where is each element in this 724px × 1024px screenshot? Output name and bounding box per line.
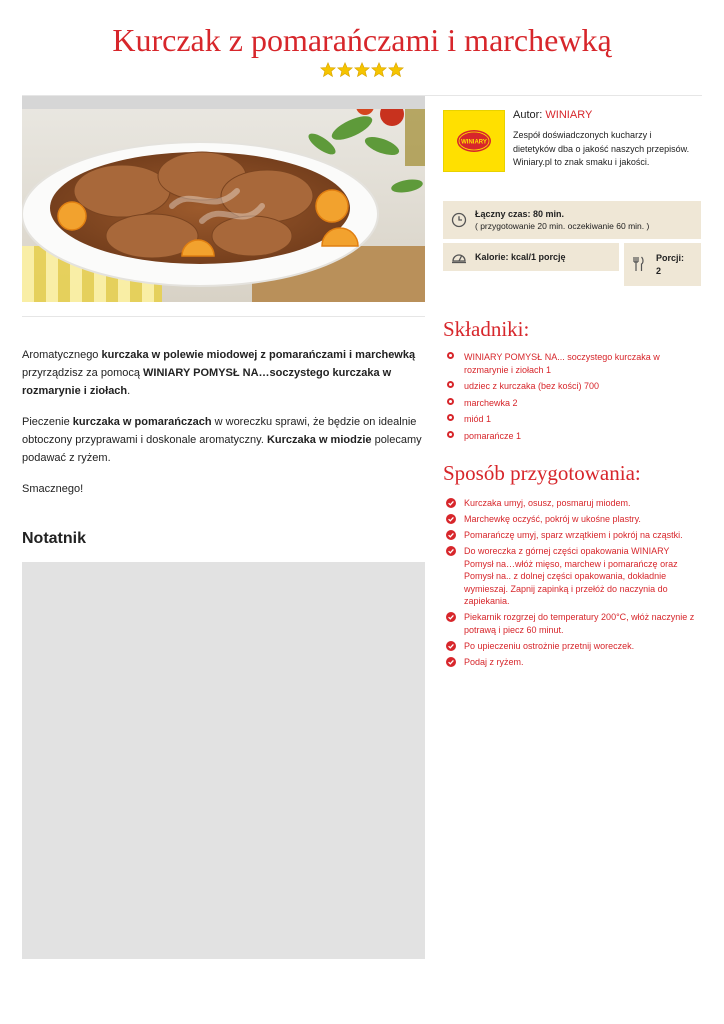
star-icon xyxy=(320,62,336,78)
portions-box xyxy=(624,243,701,286)
ingredient-item: WINIARY POMYSŁ NA... soczystego kurczaka w rozmarynie i ziołach 1 xyxy=(446,351,701,376)
ingredients-title: Składniki: xyxy=(443,317,530,341)
bullet-circle-icon xyxy=(447,352,454,359)
bullet-circle-icon xyxy=(447,414,454,421)
cutlery-icon xyxy=(632,256,644,272)
dish-illustration xyxy=(22,96,425,302)
calories-label: Kalorie: kcal/1 porcję xyxy=(475,252,566,262)
recipe-title: Kurczak z pomarańczami i marchewką xyxy=(112,22,612,58)
preparation-steps xyxy=(446,497,701,672)
check-circle-icon xyxy=(446,546,456,556)
rating-stars xyxy=(0,62,724,78)
star-icon xyxy=(388,62,404,78)
description-paragraph: Pieczenie kurczaka w pomarańczach w woreczku sprawi, że będzie on idealnie obtoczony przyprawami i doskonale aromatyczny. Kurczaka w miodzie polecamy podawać z ryżem. xyxy=(22,416,422,464)
notes-title: Notatnik xyxy=(22,530,86,547)
author-logo[interactable] xyxy=(443,110,505,172)
preparation-step: Marchewkę oczyść, pokrój w ukośne plastry. xyxy=(446,513,701,526)
total-time-box xyxy=(443,201,701,239)
recipe-description xyxy=(22,346,425,511)
winiary-logo-icon xyxy=(444,111,504,171)
check-circle-icon xyxy=(446,657,456,667)
portions-label: Porcji: xyxy=(656,253,685,263)
author-line xyxy=(513,109,592,121)
notes-area[interactable] xyxy=(22,562,425,959)
author-name-link[interactable]: WINIARY xyxy=(545,109,593,121)
preparation-title: Sposób przygotowania: xyxy=(443,461,641,485)
bullet-circle-icon xyxy=(447,431,454,438)
preparation-step: Piekarnik rozgrzej do temperatury 200°C, włóż naczynie z potrawą i piecz 60 minut. xyxy=(446,611,701,636)
check-circle-icon xyxy=(446,612,456,622)
preparation-step: Do woreczka z górnej części opakowania WINIARY Pomysł na…włóż mięso, marchew i pomarańczę oraz Pomysł na.. z dolnej części opakowania, dokładnie wymieszaj. Zapnij zapinką i przełóż do naczynia do zapiekania. xyxy=(446,545,701,608)
calories-box xyxy=(443,243,619,271)
check-circle-icon xyxy=(446,498,456,508)
recipe-photo xyxy=(22,96,425,302)
author-description: Zespół doświadczonych kucharzy i dietetyków dba o jakość naszych przepisów. Winiary.pl to znak smaku i jakości. xyxy=(513,130,690,167)
star-icon xyxy=(354,62,370,78)
preparation-step: Kurczaka umyj, osusz, posmaruj miodem. xyxy=(446,497,701,510)
description-paragraph: Smacznego! xyxy=(22,483,84,495)
ingredient-item: miód 1 xyxy=(446,413,701,426)
divider xyxy=(22,316,425,317)
star-icon xyxy=(371,62,387,78)
preparation-step: Po upieczeniu ostrożnie przetnij woreczek. xyxy=(446,640,701,653)
check-circle-icon xyxy=(446,514,456,524)
clock-icon xyxy=(451,212,467,228)
author-label: Autor: xyxy=(513,109,543,121)
portions-value: 2 xyxy=(656,266,662,276)
ingredients-list xyxy=(446,351,701,446)
bullet-circle-icon xyxy=(447,381,454,388)
total-time-label: Łączny czas: 80 min. xyxy=(475,209,565,219)
check-circle-icon xyxy=(446,530,456,540)
preparation-step: Podaj z ryżem. xyxy=(446,656,701,669)
star-icon xyxy=(337,62,353,78)
check-circle-icon xyxy=(446,641,456,651)
ingredient-item: marchewka 2 xyxy=(446,397,701,410)
ingredient-item: pomarańcze 1 xyxy=(446,430,701,443)
preparation-step: Pomarańczę umyj, sparz wrzątkiem i pokrój na cząstki. xyxy=(446,529,701,542)
photo-top-bar xyxy=(22,96,425,109)
author-logo-text: WINIARY xyxy=(461,139,487,146)
ingredient-item: udziec z kurczaka (bez kości) 700 xyxy=(446,380,701,393)
bullet-circle-icon xyxy=(447,398,454,405)
time-detail: ( przygotowanie 20 min. oczekiwanie 60 min. ) xyxy=(475,221,650,231)
description-paragraph: Aromatycznego kurczaka w polewie miodowej z pomarańczami i marchewką przyrządzisz za pomocą WINIARY POMYSŁ NA…soczystego kurczaka w rozmarynie i ziołach. xyxy=(22,349,416,397)
scale-icon xyxy=(451,250,467,264)
